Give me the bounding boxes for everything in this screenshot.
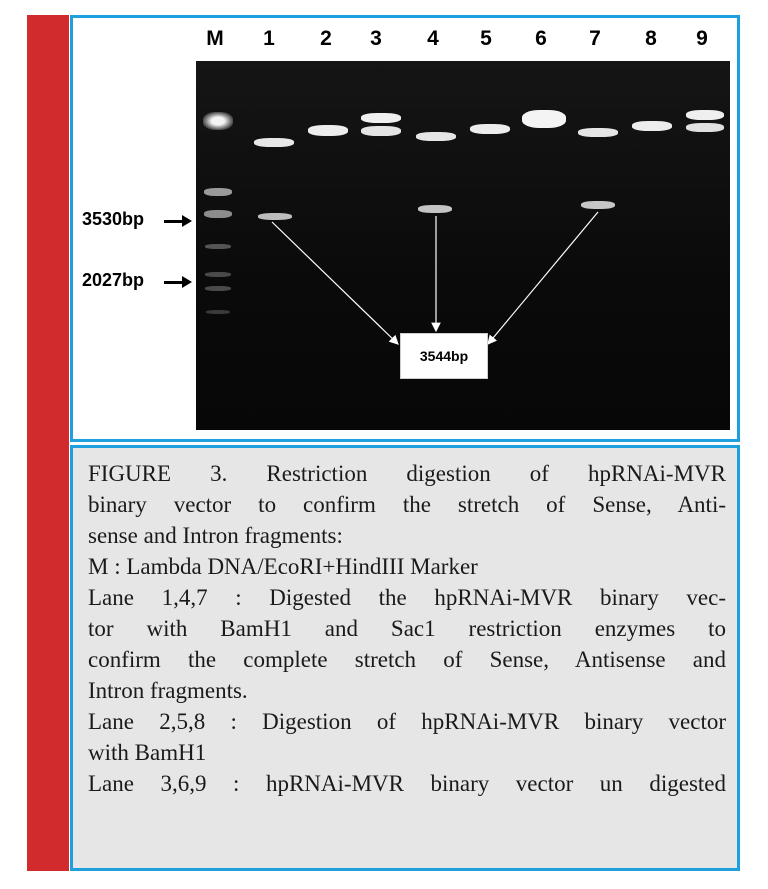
arrow-lane-7 — [488, 212, 598, 344]
caption-line: M : Lambda DNA/EcoRI+HindIII Marker — [88, 554, 478, 579]
caption-line: Intron fragments. — [88, 678, 248, 703]
caption-line: Lane 2,5,8 : Digestion of hpRNAi-MVR binary vector — [88, 709, 726, 734]
arrow-right-icon — [164, 220, 184, 223]
lane-label-6: 6 — [535, 27, 547, 50]
insert-size-label: 3544bp — [400, 333, 488, 379]
caption-line: with BamH1 — [88, 740, 207, 765]
lane-label-5: 5 — [480, 27, 492, 50]
caption-line: Lane 3,6,9 : hpRNAi-MVR binary vector un digested — [88, 771, 726, 796]
caption-line: binary vector to confirm the stretch of Sense, Anti- — [88, 492, 726, 517]
marker-label-2027: 2027bp — [82, 270, 145, 290]
caption-line: FIGURE 3. Restriction digestion of hpRNAi-MVR — [88, 461, 726, 486]
lane-label-7: 7 — [589, 27, 601, 50]
caption-line: sense and Intron fragments: — [88, 523, 343, 548]
caption-line: Lane 1,4,7 : Digested the hpRNAi-MVR binary vec- — [88, 585, 726, 610]
figure-caption — [88, 458, 726, 799]
lane-label-4: 4 — [427, 27, 439, 50]
caption-line: tor with BamH1 and Sac1 restriction enzymes to — [88, 616, 726, 641]
arrow-lane-1 — [272, 222, 398, 344]
lane-label-m: M — [206, 27, 224, 50]
marker-label-3530: 3530bp — [82, 209, 145, 229]
caption-line: confirm the complete stretch of Sense, Antisense and — [88, 647, 726, 672]
lane-label-1: 1 — [263, 27, 275, 50]
lane-label-8: 8 — [645, 27, 657, 50]
lane-label-2: 2 — [320, 27, 332, 50]
lane-label-9: 9 — [696, 27, 708, 50]
lane-label-3: 3 — [370, 27, 382, 50]
arrow-right-icon — [164, 281, 184, 284]
